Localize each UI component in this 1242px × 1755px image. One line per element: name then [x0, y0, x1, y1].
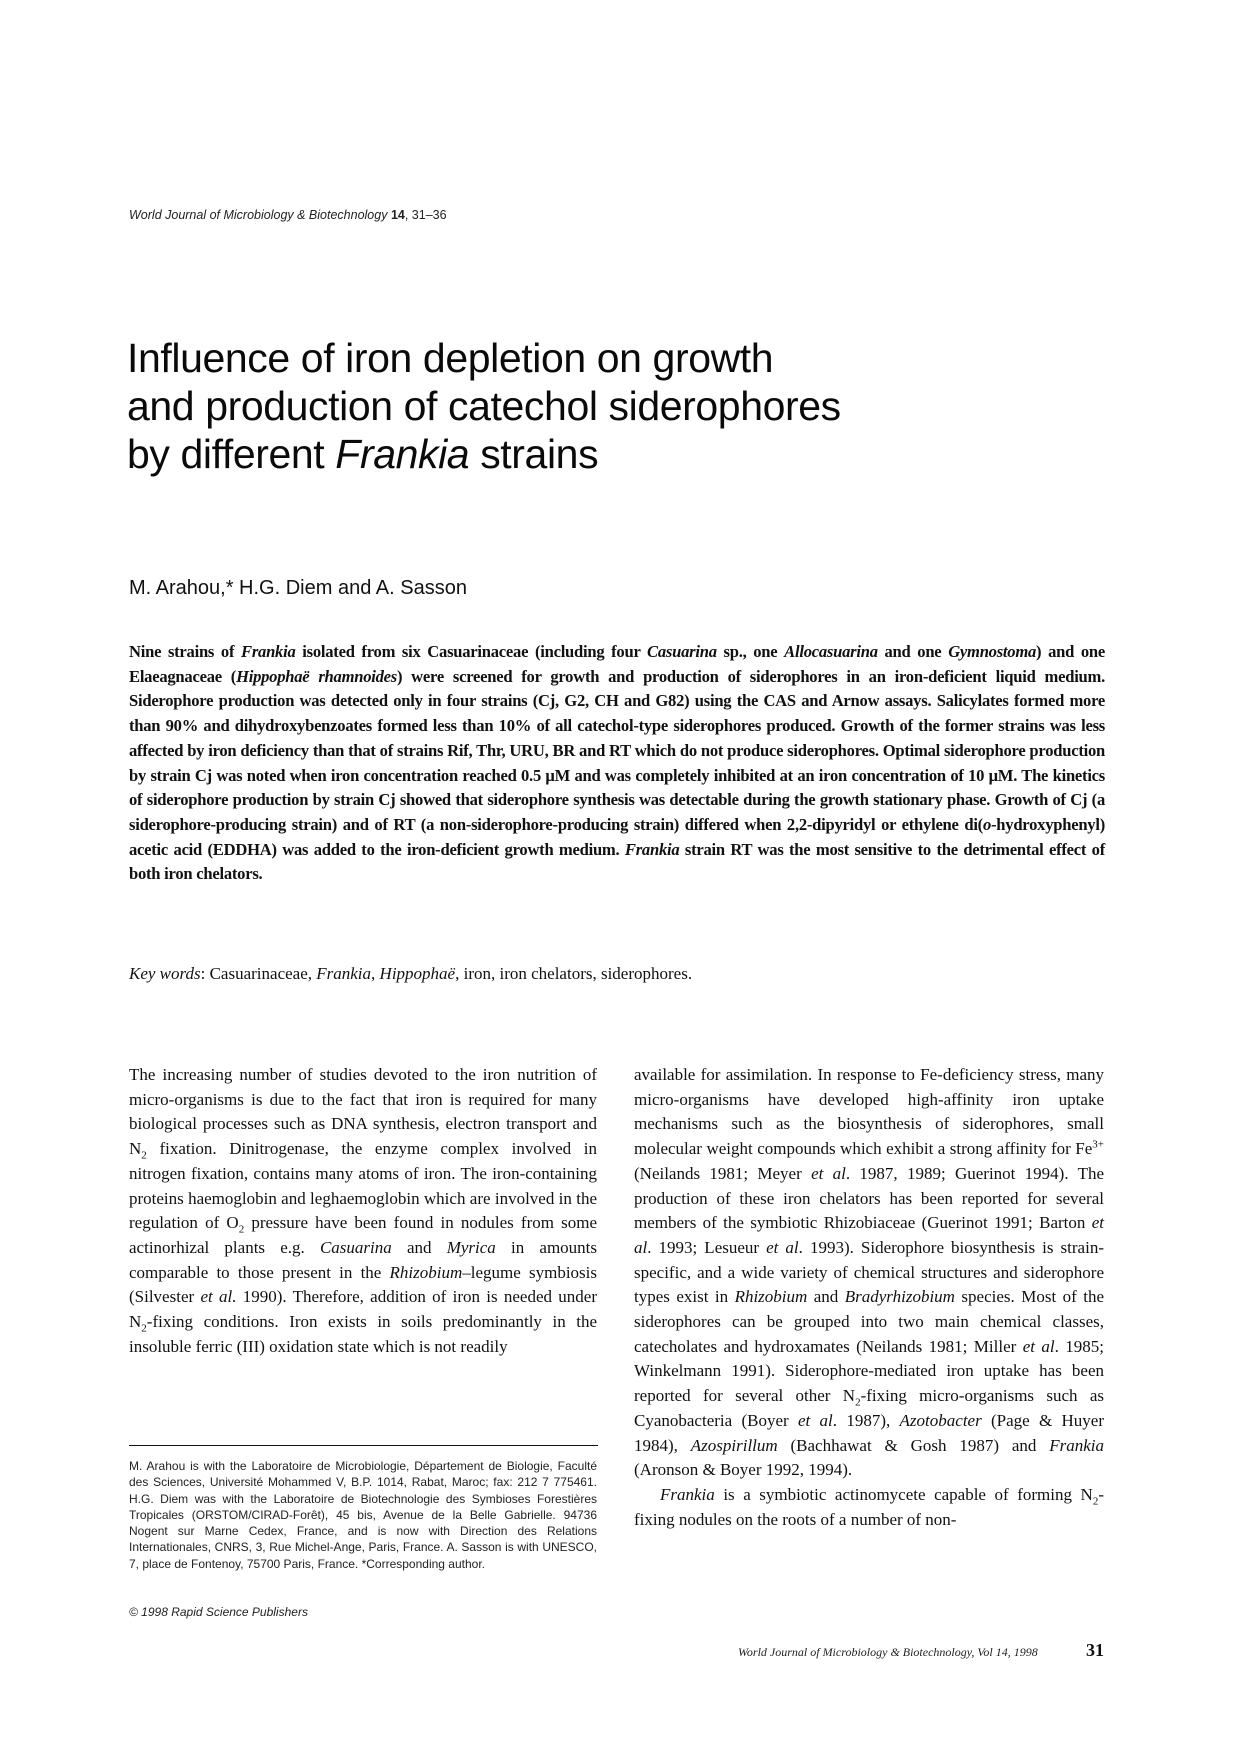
body-text: (Page & Huyer 1984), — [634, 1410, 1105, 1455]
body-text: -fixing micro-organisms such as Cyanobacteria (Boyer — [634, 1386, 1104, 1430]
body-italic: et al — [811, 1163, 846, 1183]
running-footer: World Journal of Microbiology & Biotechnology, Vol 14, 1998 — [738, 1645, 1038, 1659]
body-italic: Rhizobium — [734, 1287, 808, 1307]
body-italic: Myrica — [446, 1237, 496, 1257]
body-paragraph — [129, 1063, 597, 1359]
abstract-italic: Hippophaë rhamnoides — [236, 666, 397, 686]
title-line-1: Influence of iron depletion on growth — [127, 335, 774, 381]
body-italic: Frankia — [660, 1484, 715, 1504]
superscript: 3+ — [1092, 1138, 1104, 1151]
abstract-italic: Casuarina — [647, 642, 717, 661]
body-column-right — [634, 1063, 1104, 1532]
body-text: . 1985; Winkelmann 1991). Siderophore-mediated iron uptake has been reported for several other N — [634, 1336, 1104, 1406]
body-text: (Aronson & Boyer 1992, 1994). — [634, 1460, 853, 1480]
body-text: -fixing nodules on the roots of a number of non- — [634, 1484, 1104, 1529]
abstract-italic: o — [982, 814, 992, 834]
footnote-divider — [129, 1445, 598, 1446]
body-text: (Bachhawat & Gosh 1987) and — [777, 1435, 1050, 1455]
body-italic: et al. — [200, 1287, 237, 1307]
abstract-text: ) and one Elaeagnaceae ( — [129, 642, 1105, 686]
title-text: by different — [127, 431, 336, 477]
body-italic: et al — [797, 1410, 833, 1430]
abstract-text: -hydroxyphenyl) acetic acid (EDDHA) was added to the iron-deficient growth medium. — [129, 814, 1105, 859]
body-text: and — [807, 1287, 845, 1307]
abstract-italic: Gymnostoma — [948, 642, 1037, 661]
body-italic: et al — [634, 1213, 1104, 1257]
body-text: . 1987), — [832, 1410, 900, 1430]
body-text: . 1993; Lesueur — [647, 1237, 767, 1257]
keywords-label: Key words — [129, 964, 201, 983]
title-genus: Frankia — [335, 431, 470, 477]
keywords-text: , — [371, 964, 380, 983]
journal-header — [129, 208, 447, 222]
body-text: The increasing number of studies devoted to the iron nutrition of micro-organisms is due to the fact that iron is required for many biological processes such as DNA synthesis, electron transport and N — [129, 1065, 597, 1159]
body-paragraph — [634, 1483, 1104, 1532]
journal-name: World Journal of Microbiology & Biotechnology — [129, 208, 388, 222]
body-italic: Frankia — [1049, 1435, 1104, 1455]
body-italic: Rhizobium — [389, 1262, 463, 1282]
page-number: 31 — [1086, 1640, 1104, 1660]
abstract-text: strain RT was the most sensitive to the detrimental effect of both iron chelators. — [129, 839, 1105, 884]
abstract-italic: Frankia — [241, 642, 296, 661]
copyright-notice: © 1998 Rapid Science Publishers — [129, 1605, 308, 1619]
article-title — [127, 334, 1027, 478]
abstract-text: isolated from six Casuarinaceae (including four — [295, 642, 648, 661]
author-affiliations-footnote: M. Arahou is with the Laboratoire de Microbiologie, Département de Biologie, Faculté des Sciences, Université Mohammed V, B.P. 1014, Rabat, Maroc; fax: 212 7 775461. H.G. Diem was with the Laboratoire de Biotechnologie des Symbioses Forestières Tropicales (ORSTOM/CIRAD-Forêt), 45 bis, Avenue de la Belle Gabrielle. 94736 Nogent sur Marne Cedex, France, and is now with Direction des Relations Internationales, CNRS, 3, Rue Michel-Ange, Paris, France. A. Sasson is with UNESCO, 7, place de Fontenoy, 75700 Paris, France. *Corresponding author. — [129, 1459, 597, 1571]
abstract-text: sp., one — [716, 642, 785, 661]
abstract — [129, 640, 1105, 887]
body-column-left — [129, 1063, 597, 1359]
journal-volume: 14 — [390, 208, 405, 222]
body-italic: Casuarina — [319, 1237, 392, 1257]
body-text: 1990). Therefore, addition of iron is needed under N — [129, 1287, 597, 1332]
keywords-text: : Casuarinaceae, — [200, 964, 317, 983]
body-italic: Azospirillum — [690, 1435, 778, 1455]
keywords — [129, 964, 692, 984]
body-italic: Azotobacter — [899, 1410, 982, 1430]
keywords-italic: Frankia — [316, 964, 372, 983]
title-line-2: and production of catechol siderophores — [127, 383, 841, 429]
body-text: species. Most of the siderophores can be grouped into two main chemical classes, catecholates and hydroxamates (Neilands 1981; Miller — [634, 1287, 1104, 1356]
body-text: -fixing conditions. Iron exists in soils predominantly in the insoluble ferric (III) oxidation state which is not readily — [129, 1312, 597, 1356]
body-text: –legume symbiosis (Silvester — [129, 1262, 597, 1307]
body-text: and — [391, 1237, 447, 1257]
body-text: is a symbiotic actinomycete capable of forming N — [714, 1484, 1093, 1504]
body-italic: et al — [766, 1237, 799, 1257]
subscript: 2 — [855, 1396, 861, 1409]
journal-pages: , 31–36 — [404, 208, 447, 222]
body-text: . 1987, 1989; Guerinot 1994). The production of these iron chelators has been reported for several members of the symbiotic Rhizobiaceae (Guerinot 1991; Barton — [634, 1163, 1105, 1233]
body-italic: Bradyrhizobium — [844, 1287, 955, 1307]
abstract-text: and one — [877, 642, 949, 661]
body-text: (Neilands 1981; Meyer — [634, 1163, 812, 1183]
title-text: strains — [469, 431, 599, 477]
body-text: pressure have been found in nodules from some actinorhizal plants e.g. — [129, 1213, 597, 1257]
body-italic: et al — [1022, 1336, 1055, 1356]
keywords-text: , iron, iron chelators, siderophores. — [455, 964, 693, 983]
body-paragraph — [634, 1063, 1104, 1483]
abstract-text: ) were screened for growth and production of siderophores in an iron-deficient liquid medium. Siderophore production was detected only in four strains (Cj, G2, CH and G82) using the CAS and Arnow assays. Salicylates formed more than 90% and dihydroxybenzoates formed less than 10% of all catechol-type siderophores produced. Growth of the former strains was less affected by iron deficiency than that of strains Rif, Thr, URU, BR and RT which do not produce siderophores. Optimal siderophore production by strain Cj was noted when iron concentration reached 0.5 μM and was completely inhibited at an iron concentration of 10 μM. The kinetics of siderophore production by strain Cj showed that siderophore synthesis was detectable during the growth stationary phase. Growth of Cj (a siderophore-producing strain) and of RT (a non-siderophore-producing strain) differed when 2,2-dipyridyl or ethylene di( — [129, 666, 1106, 834]
body-text: . 1993). Siderophore biosynthesis is strain-specific, and a wide variety of chemical structures and siderophore types exist in — [634, 1237, 1104, 1307]
subscript: 2 — [141, 1149, 147, 1162]
abstract-text: Nine strains of — [129, 642, 241, 661]
subscript: 2 — [141, 1322, 147, 1335]
keywords-italic: Hippophaë — [379, 964, 456, 983]
title-line-3 — [127, 430, 1027, 478]
body-text: available for assimilation. In response to Fe-deficiency stress, many micro-organisms have developed high-affinity iron uptake mechanisms such as the biosynthesis of siderophores, small molecular weight compounds which exhibit a strong affinity for Fe — [634, 1065, 1104, 1159]
author-list: M. Arahou,* H.G. Diem and A. Sasson — [129, 577, 467, 599]
body-text: in amounts comparable to those present in the — [129, 1237, 598, 1282]
body-text: fixation. Dinitrogenase, the enzyme complex involved in nitrogen fixation, contains many atoms of iron. The iron-containing proteins haemoglobin and leghaemoglobin which are involved in the regulation of O — [129, 1139, 597, 1233]
subscript: 2 — [1092, 1495, 1099, 1508]
abstract-italic: Frankia — [624, 839, 680, 859]
abstract-italic: Allocasuarina — [784, 642, 878, 661]
subscript: 2 — [238, 1223, 245, 1236]
